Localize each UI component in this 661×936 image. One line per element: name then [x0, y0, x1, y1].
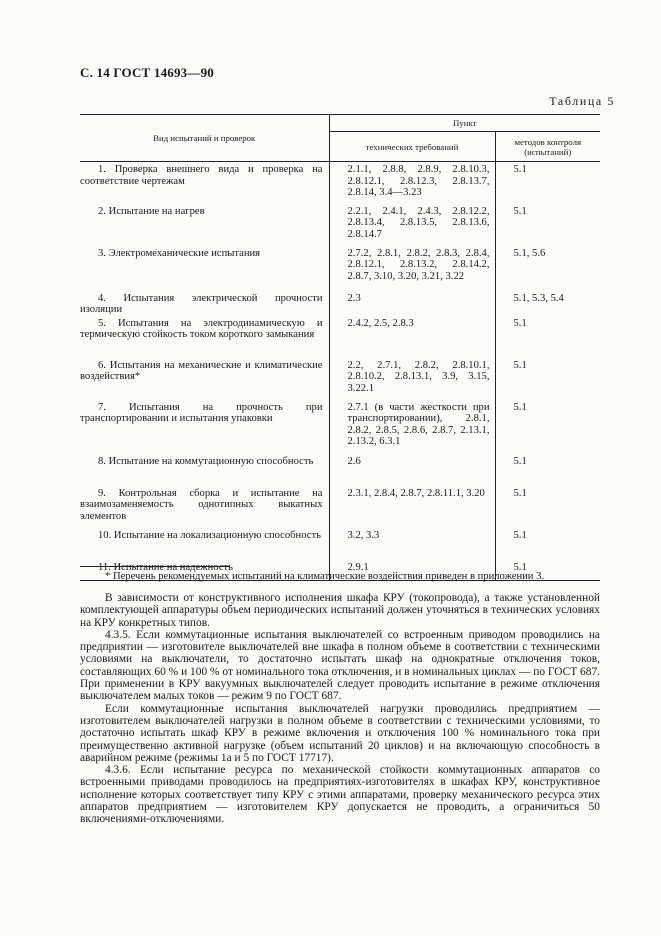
column-header-clause: Пункт [329, 115, 600, 132]
test-type-cell-text: 1. Проверка внешнего вида и проверка на соответствие чертежам [80, 164, 323, 187]
test-type-cell [80, 400, 329, 454]
test-methods-cell [495, 486, 600, 528]
tech-requirements-cell [329, 204, 495, 246]
test-methods-cell [495, 400, 600, 454]
tech-requirements-cell [329, 358, 495, 400]
test-methods-cell-text: 5.1 [513, 401, 527, 413]
test-methods-cell [495, 316, 600, 358]
table-row [80, 454, 600, 486]
test-type-cell [80, 204, 329, 246]
test-methods-cell-text: 5.1 [513, 529, 527, 541]
tech-requirements-cell [329, 400, 495, 454]
test-type-cell [80, 358, 329, 400]
tech-requirements-cell [329, 246, 495, 291]
tech-requirements-cell-text: 2.7.1 (в части жесткости при транспортировании), 2.8.1, 2.8.2, 2.8.5, 2.8.6, 2.8.7, 2.13.1, 2.13.2, 6.3.1 [347, 401, 490, 448]
column-header-tech-requirements: технических требований [329, 132, 495, 162]
test-methods-cell [495, 204, 600, 246]
tech-requirements-cell-text: 2.3 [347, 292, 361, 304]
test-type-cell-text: 4. Испытания электрической прочности изоляции [80, 292, 323, 316]
test-methods-cell-text: 5.1 [513, 487, 527, 499]
paragraph: Если коммутационные испытания выключателей нагрузки проводились предприятием — изготовителем выключателей нагрузки в полном объеме в соответствии с техническими условиями, то достаточно испытать шкаф КРУ в режиме включения и отключения 100 % номинального тока при преимущественно активной нагрузке (объем испытаний 20 циклов) и на включающую способность в аварийном режиме (режимы 1а и 5 по ГОСТ 17717). [80, 702, 600, 764]
table-row [80, 316, 600, 358]
tech-requirements-cell [329, 291, 495, 316]
test-type-cell [80, 528, 329, 560]
test-type-cell-text: 10. Испытание на локализационную способность [98, 529, 321, 541]
table-caption: Таблица 5 [549, 94, 615, 108]
paragraph: В зависимости от конструктивного исполнения шкафа КРУ (токопровода), а также установленной комплектующей аппаратуры объем периодических испытаний должен уточняться в технических условиях на КРУ конкретных типов. [80, 592, 600, 629]
footnote: * Перечень рекомендуемых испытаний на климатические воздействия приведен в приложении 3. [105, 571, 545, 582]
tech-requirements-cell [329, 454, 495, 486]
table-row [80, 528, 600, 560]
table-row [80, 486, 600, 528]
test-type-cell [80, 162, 329, 204]
page-header: С. 14 ГОСТ 14693—90 [80, 65, 214, 80]
test-type-cell [80, 291, 329, 316]
test-methods-cell [495, 246, 600, 291]
test-type-cell [80, 486, 329, 528]
tech-requirements-cell-text: 2.2.1, 2.4.1, 2.4.3, 2.8.12.2, 2.8.13.4, 2.8.13.5, 2.8.13.6, 2.8.14.7 [347, 205, 490, 240]
tech-requirements-cell [329, 316, 495, 358]
test-methods-cell [495, 528, 600, 560]
tech-requirements-cell-text: 2.1.1, 2.8.8, 2.8.9, 2.8.10.3, 2.8.12.1, 2.8.12.3, 2.8.13.7, 2.8.14, 3.4—3.23 [347, 164, 490, 199]
test-type-cell [80, 246, 329, 291]
test-methods-cell [495, 162, 600, 204]
test-methods-cell-text: 5.1 [513, 205, 527, 217]
tech-requirements-cell-text: 3.2, 3.3 [347, 529, 380, 541]
test-methods-cell-text: 5.1 [513, 359, 527, 371]
column-header-test-type: Вид испытаний и проверок [80, 115, 329, 162]
tech-requirements-cell-text: 2.6 [347, 455, 361, 467]
test-methods-cell [495, 358, 600, 400]
test-methods-cell [495, 454, 600, 486]
test-methods-cell-text: 5.1, 5.6 [513, 247, 546, 259]
test-methods-cell-text: 5.1 [513, 164, 527, 175]
test-type-cell-text: 9. Контрольная сборка и испытание на взаимозаменяемость однотипных выкатных элементов [80, 487, 323, 522]
test-methods-cell-text: 5.1 [513, 455, 527, 467]
test-type-cell-text: 2. Испытание на нагрев [98, 205, 205, 217]
test-methods-cell-text: 5.1 [513, 317, 527, 329]
test-methods-cell-text: 5.1 [513, 561, 527, 573]
table-row [80, 400, 600, 454]
tech-requirements-cell [329, 486, 495, 528]
test-type-cell-text: 6. Испытания на механические и климатические воздействия* [80, 359, 323, 383]
table-row [80, 358, 600, 400]
table-row [80, 246, 600, 291]
table-body [80, 162, 600, 581]
test-methods-cell-text: 5.1, 5.3, 5.4 [513, 292, 564, 304]
paragraph: 4.3.6. Если испытание ресурса по механической стойкости коммутационных аппаратов со встроенными приводами проводилось на предприятиях-изготовителях в шкафах КРУ, конструктивное исполнение которых соответствует типу КРУ с этими аппаратами, проверку механического ресурса этих аппаратов предприятием — изготовителем КРУ допускается не проводить, а ограничиться 50 включениями-отключениями. [80, 764, 600, 826]
column-header-test-methods: методов контроля (испытаний) [495, 132, 600, 162]
tech-requirements-cell-text: 2.2, 2.7.1, 2.8.2, 2.8.10.1, 2.8.10.2, 2.8.13.1, 3.9, 3.15, 3.22.1 [347, 359, 490, 394]
test-type-cell-text: 7. Испытания на прочность при транспортировании и испытания упаковки [80, 401, 323, 425]
tests-table [80, 114, 600, 581]
footnote-rule [80, 566, 230, 567]
table-row [80, 162, 600, 204]
paragraph: 4.3.5. Если коммутационные испытания выключателей со встроенным приводом проводились на предприятии — изготовителе выключателей вне шкафа в полном объеме в соответствии с техническими условиями на выключатели, то достаточно испытать шкаф на однократные отключения токов, составляющих 60 % и 100 % от номинального тока отключения, и в номинальных циклах — по ГОСТ 687. При применении в КРУ вакуумных выключателей следует проводить испытание в режиме отключения выключателем малых токов — режим 9 по ГОСТ 687. [80, 628, 600, 703]
table-row [80, 204, 600, 246]
tech-requirements-cell-text: 2.7.2, 2.8.1, 2.8.2, 2.8.3, 2.8.4, 2.8.12.1, 2.8.13.2, 2.8.14.2, 2.8.7, 3.10, 3.20, 3.21, 3.22 [347, 247, 490, 282]
test-type-cell [80, 454, 329, 486]
test-methods-cell [495, 291, 600, 316]
test-type-cell-text: 8. Испытание на коммутационную способность [98, 455, 314, 467]
test-type-cell-text: 11. Испытание на надежность [98, 561, 233, 573]
body-text [80, 592, 600, 826]
tech-requirements-cell [329, 162, 495, 204]
test-type-cell-text: 3. Электромеханические испытания [98, 247, 261, 259]
tech-requirements-cell-text: 2.4.2, 2.5, 2.8.3 [347, 317, 414, 329]
test-type-cell [80, 316, 329, 358]
test-type-cell-text: 5. Испытания на электродинамическую и термическую стойкость током короткого замыкания [80, 317, 323, 341]
tech-requirements-cell-text: 2.9.1 [347, 561, 369, 573]
tech-requirements-cell [329, 528, 495, 560]
tech-requirements-cell-text: 2.3.1, 2.8.4, 2.8.7, 2.8.11.1, 3.20 [347, 487, 485, 499]
table-row [80, 291, 600, 316]
